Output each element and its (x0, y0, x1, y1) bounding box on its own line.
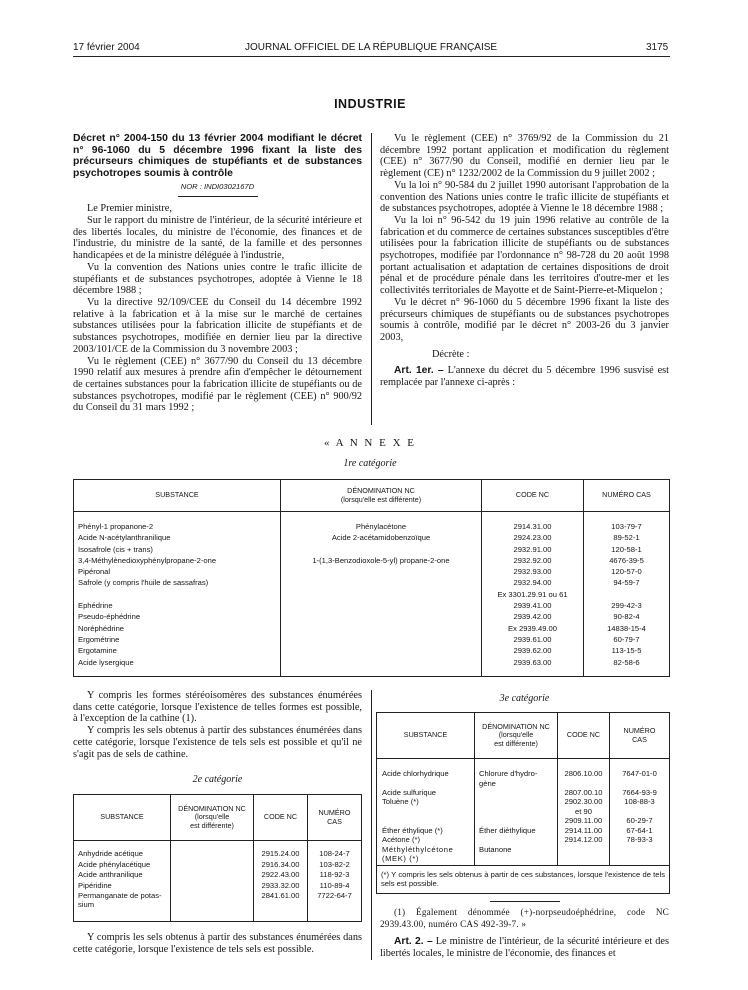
table-cell: 103-82-2 (319, 859, 350, 869)
paragraph: Vu la loi n° 96-542 du 19 juin 1996 relative au contrôle de la fabrication et du commerce de certaines substances susceptibles d'être utilisées pour la fabrication illicite de stupéfiants ou de substances psychotropes, modifiée par l'ordonnance n° 98-728 du 20 août 1998 portant actualisation et adaptation de certaines dispositions de droit pénal et de procédure pénale dans les territoires d'outre-mer et les collectivités territoriales de Mayotte et de Saint-Pierre-et-Miquelon ; (380, 214, 669, 297)
paragraph: Y compris les sels obtenus à partir des substances énumérées dans cette catégorie, lorsque l'existence de tels sels est possible et qu'il ne s'agit pas de sels de cathine. (73, 725, 362, 760)
cas-column (308, 841, 362, 922)
category-2-title: 2e catégorie (192, 774, 243, 785)
paragraph: Le Premier ministre, (87, 203, 172, 215)
paragraph: Y compris les sels obtenus à partir des substances énumérées dans cette catégorie, lorsque l'existence de tels sels est possible. (73, 932, 362, 955)
decree-left-column (73, 133, 362, 414)
table-cell (281, 544, 481, 555)
substance-column (74, 841, 171, 922)
column-header: CODE NC (558, 713, 610, 759)
table-cell: Acétone (*) (382, 835, 420, 844)
paragraph: Vu le décret n° 96-1060 du 5 décembre 1996 fixant la liste des précurseurs chimiques de stupéfiants ou de substances psychotropes soumis à contrôle, modifié par le décret n° 2003-26 du 3 janvier 2003, (380, 296, 669, 343)
lower-right-column (380, 907, 669, 960)
annex-title: « A N N E X E (324, 437, 416, 449)
after-category-2 (73, 932, 362, 955)
table-cell: Ephédrine (78, 601, 113, 611)
table-cell: 82-58-6 (613, 657, 640, 667)
table-cell: Phényl-1 propanone-2 (78, 522, 154, 531)
footnote-1: (1) Également dénommée (+)-norpseudoéphédrine, code NC 2939.43.00, numéro CAS 492-39-7. » (380, 907, 669, 929)
table-cell: 2939.41.00 (513, 601, 552, 611)
table-cell: Acide 2-acétamidobenzoïque (331, 533, 431, 543)
table-cell: 2932.91.00 (513, 544, 552, 554)
table-cell: Ergotamine (78, 646, 117, 656)
column-header: DÉNOMINATION NC (lorsqu'elle est différente) (475, 713, 558, 759)
decree-title: Décret n° 2004-150 du 13 février 2004 modifiant le décret n° 96-1060 du 5 décembre 1996 fixant la liste des précurseurs chimiques de stupéfiants et de substances psychotropes soumis à contrôle (73, 133, 362, 179)
paragraph: Vu la convention des Nations unies contre le trafic illicite de stupéfiants et de substances psychotropes, adoptée à Vienne le 18 décembre 1988 ; (73, 261, 362, 297)
decrete: Décrète : (432, 348, 470, 360)
category-1-table (73, 479, 670, 677)
table-cell: Pipéronal (78, 567, 111, 577)
table-cell: Ex 2939.49.00 (508, 623, 557, 633)
column-header: SUBSTANCE (377, 713, 475, 759)
table-cell: 94-59-7 (613, 578, 640, 588)
table-cell: 108-88-3 (624, 797, 655, 806)
paragraph: Y compris les formes stéréoisomères des substances énumérées dans cette catégorie, lorsque l'existence de telles formes est possible, à l'exception de la cathine (1). (73, 690, 362, 725)
table-cell: 3,4-Méthylènedioxyphénylpropane-2-one (78, 555, 217, 565)
lower-left-column (73, 690, 362, 760)
column-header: DÉNOMINATION NC (lorsqu'elle est différente) (171, 795, 254, 841)
table-cell: 89-52-1 (613, 533, 640, 543)
table-cell: Acide sulfurique (382, 787, 437, 797)
note-separator (490, 901, 560, 902)
table-cell: Éther diéthylique (479, 826, 536, 835)
column-divider (371, 133, 372, 425)
category-3-table (376, 712, 670, 894)
code-column (482, 512, 584, 677)
table-cell: 14838-15-4 (607, 623, 646, 633)
category-2-table (73, 794, 362, 922)
column-divider (371, 690, 372, 960)
cas-column (610, 759, 670, 866)
table-cell: 118-92-3 (319, 870, 350, 879)
table-cell: 2914.12.00 (564, 835, 603, 844)
code-column (558, 759, 610, 866)
table-cell: 7647-01-0 (622, 769, 657, 778)
header-page-number: 3175 (646, 42, 669, 53)
column-header: CODE NC (254, 795, 308, 841)
table-cell: 2915.24.00 (261, 849, 300, 858)
table-cell: 2932.94.00 (513, 578, 552, 588)
table-cell: 120-58-1 (611, 544, 642, 554)
column-header: SUBSTANCE (74, 795, 171, 841)
header-rule (73, 56, 670, 57)
table-cell: 2841.61.00 (261, 891, 300, 900)
table-cell: 2807.00.10 (564, 787, 603, 797)
column-header: NUMÉRO CAS (610, 713, 670, 759)
table-cell: 7722-64-7 (317, 891, 352, 900)
column-header: NUMÉRO CAS (584, 480, 670, 512)
table-cell: 2914.31.00 (513, 522, 552, 531)
table-cell: 2922.43.00 (261, 870, 300, 879)
table-cell: 67-64-1 (626, 825, 653, 835)
denomination-column (281, 512, 482, 677)
table-cell: 90-82-4 (613, 612, 640, 622)
table-cell: 108-24-7 (319, 849, 350, 858)
denomination-column (171, 841, 254, 922)
paragraph: Sur le rapport du ministre de l'intérieur, de la sécurité intérieure et des libertés locales, du ministre de l'économie, des finances et de l'industrie, du ministre de la santé, de la famille et des personnes handicapées et de la ministre déléguée à l'industrie, (73, 215, 362, 262)
section-title: INDUSTRIE (334, 97, 406, 111)
table-cell: 2939.42.00 (513, 612, 552, 622)
article-2 (380, 936, 669, 959)
article-1 (380, 365, 669, 388)
table-cell: Acide N-acétylanthranilique (78, 533, 171, 543)
article-2-label: Art. 2. – (394, 936, 433, 948)
title-separator (178, 196, 258, 197)
paragraph: Vu la directive 92/109/CEE du Conseil du 14 décembre 1992 relative à la fabrication et à la mise sur le marché de certaines substances utilisées pour la fabrication illicite de stupéfiants et de substances psychotropes, modifiée en dernier lieu par la directive 2003/101/CE de la Commission du 3 novembre 2003 ; (73, 297, 362, 355)
table-cell: 2932.92.00 (513, 555, 552, 565)
table-cell: 2939.62.00 (513, 646, 552, 656)
category-3-title: 3e catégorie (499, 693, 550, 704)
table-cell: Acide lysergique (78, 657, 134, 667)
table-cell (584, 589, 669, 600)
denomination-column (475, 759, 558, 866)
code-column (254, 841, 308, 922)
table-cell: Permanganate de potas- sium (78, 891, 162, 909)
table-cell: 2806.10.00 (564, 769, 603, 778)
table-cell: 110-89-4 (319, 880, 350, 890)
category-1-title: 1re catégorie (343, 458, 397, 469)
table-cell: Éther éthylique (*) (382, 825, 443, 835)
paragraph: Vu le règlement (CEE) n° 3769/92 de la Commission du 21 décembre 1992 portant application et modification du règlement (CEE) n° 3677/90 du Conseil, modifié en dernier lieu par le règlement (CE) n° 1232/2002 de la Commission du 9 juillet 2002 ; (380, 133, 669, 180)
header-date: 17 février 2004 (73, 42, 140, 53)
table-cell: 2909.11.00 (564, 816, 603, 825)
table-cell: 2924.23.00 (513, 533, 552, 543)
column-header: SUBSTANCE (74, 480, 281, 512)
article-1-text: L'annexe du décret du 5 décembre 1996 susvisé est remplacée par l'annexe ci-après : (380, 365, 670, 389)
paragraph: Vu le règlement (CEE) n° 3677/90 du Conseil du 13 décembre 1990 relatif aux mesures à prendre afin d'empêcher le détournement de certaines substances pour la fabrication illicite de stupéfiants ou de substances psychotropes, modifié par le règlement (CEE) n° 900/92 du Conseil du 31 mars 1992 ; (73, 355, 362, 414)
table-cell (78, 589, 277, 600)
table-cell: Phénylacétone (355, 522, 407, 531)
table-cell: 2916.34.00 (261, 859, 300, 869)
column-header: DÉNOMINATION NC (lorsqu'elle est différente) (281, 480, 482, 512)
cas-column (584, 512, 670, 677)
table-cell: Acide phénylacétique (78, 859, 151, 869)
table-cell: 2932.93.00 (513, 567, 552, 577)
substance-column (74, 512, 281, 677)
table-cell: 2939.61.00 (513, 634, 552, 644)
article-1-label: Art. 1er. – (394, 365, 444, 377)
table-cell: Safrole (y compris l'huile de sassafras) (78, 578, 209, 588)
table-cell: Toluène (*) (382, 797, 419, 806)
article-2-text: Le ministre de l'intérieur, de la sécurité intérieure et des libertés locales, le ministre de l'économie, des finances et (380, 936, 669, 960)
table-cell: Pipéridine (78, 880, 112, 890)
paragraph: Vu la loi n° 90-584 du 2 juillet 1990 autorisant l'approbation de la convention des Nations unies contre le trafic illicite de stupéfiants et de substances psychotropes, adoptée à Vienne le 18 décembre 1988 ; (380, 179, 669, 215)
category-3-footnote: (*) Y compris les sels obtenus à partir de ces substances, lorsque l'existence de tels sels est possible. (377, 866, 670, 894)
table-cell: 60-79-7 (613, 634, 640, 644)
table-cell: Acide chlorhydrique (382, 769, 449, 778)
column-header: NUMÉRO CAS (308, 795, 362, 841)
table-cell: 4676-39-5 (609, 555, 644, 565)
table-cell: 1-(1,3-Benzodioxole-5-yl) propane-2-one (312, 555, 450, 565)
substance-column (377, 759, 475, 866)
table-cell: 78-93-3 (626, 835, 653, 844)
table-cell: Ex 3301.29.91 ou 61 (497, 589, 568, 599)
table-cell: 7664-93-9 (622, 787, 657, 797)
table-cell: Butanone (479, 845, 512, 854)
header-journal: JOURNAL OFFICIEL DE LA RÉPUBLIQUE FRANÇAISE (245, 42, 498, 53)
table-cell: 120-57-0 (611, 567, 642, 577)
table-cell: 60-29-7 (626, 816, 653, 825)
table-cell: 2939.63.00 (513, 657, 552, 667)
table-cell: Pseudo-éphédrine (78, 612, 141, 622)
table-cell: 113-15-5 (611, 646, 642, 656)
table-cell: Méthyléthylcétone (MEK) (*) (382, 844, 454, 863)
table-cell: 299-42-3 (611, 601, 642, 611)
table-cell: Anhydride acétique (78, 849, 144, 858)
column-header: CODE NC (482, 480, 584, 512)
table-cell: Acide anthranilique (78, 870, 143, 879)
table-cell: 103-79-7 (611, 522, 642, 531)
table-cell: Ergométrine (78, 634, 120, 644)
nor-reference: NOR : INDI0302167D (180, 182, 255, 192)
table-cell: Isosafrole (cis + trans) (78, 544, 153, 554)
table-cell: Chlorure d'hydro- gène (479, 769, 538, 788)
decree-right-column (380, 133, 669, 389)
table-cell: Noréphédrine (78, 623, 125, 633)
table-cell: 2933.32.00 (261, 880, 300, 890)
table-cell: 2902.30.00 et 90 (564, 797, 603, 816)
table-cell: 2914.11.00 (564, 825, 603, 835)
